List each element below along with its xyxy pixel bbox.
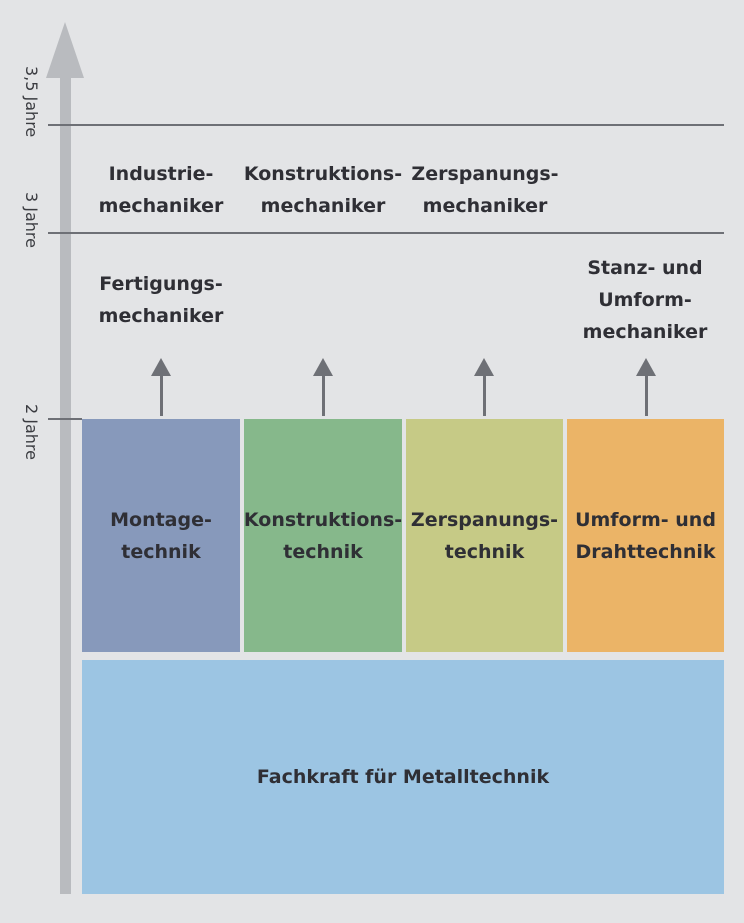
- box-zerspanungstechnik-label: Zerspanungs- technik: [410, 508, 559, 563]
- label-industriemechaniker: Industrie- mechaniker: [98, 163, 224, 217]
- label-konstruktionsmechaniker: Konstruktions- mechaniker: [243, 163, 403, 217]
- arrow-up-konstruktion: [313, 358, 333, 416]
- label-stanz-umformmechaniker: Stanz- und Umform- mechaniker: [582, 257, 708, 343]
- label-3-5-years: 3,5 Jahre: [22, 66, 41, 138]
- label-fertigungsmechaniker: Fertigungs- mechaniker: [98, 273, 224, 327]
- label-2-years: 2 Jahre: [22, 404, 41, 460]
- arrow-up-umform: [636, 358, 656, 416]
- line-3-years: [48, 232, 724, 234]
- box-fachkraft-label: Fachkraft für Metalltechnik: [256, 766, 550, 788]
- box-fachkraft-metalltechnik: [82, 660, 724, 894]
- box-zerspanungstechnik: [406, 419, 563, 652]
- box-montagetechnik: [82, 419, 240, 652]
- label-3-years: 3 Jahre: [22, 192, 41, 248]
- box-montagetechnik-label: Montage- technik: [110, 508, 212, 563]
- box-konstruktionstechnik: [244, 419, 402, 652]
- box-konstruktionstechnik-label: Konstruktions- technik: [243, 508, 403, 563]
- arrow-up-zerspanung: [474, 358, 494, 416]
- label-zerspanungsmechaniker: Zerspanungs- mechaniker: [411, 163, 559, 217]
- line-3-5-years: [48, 124, 724, 126]
- arrow-up-montage: [151, 358, 171, 416]
- line-2-years: [48, 418, 82, 420]
- box-umform-drahttechnik-label: Umform- und Drahttechnik: [575, 508, 716, 563]
- axis-arrow-shaft: [60, 76, 71, 894]
- box-umform-drahttechnik: [567, 419, 724, 652]
- axis-arrow-head: [46, 22, 84, 78]
